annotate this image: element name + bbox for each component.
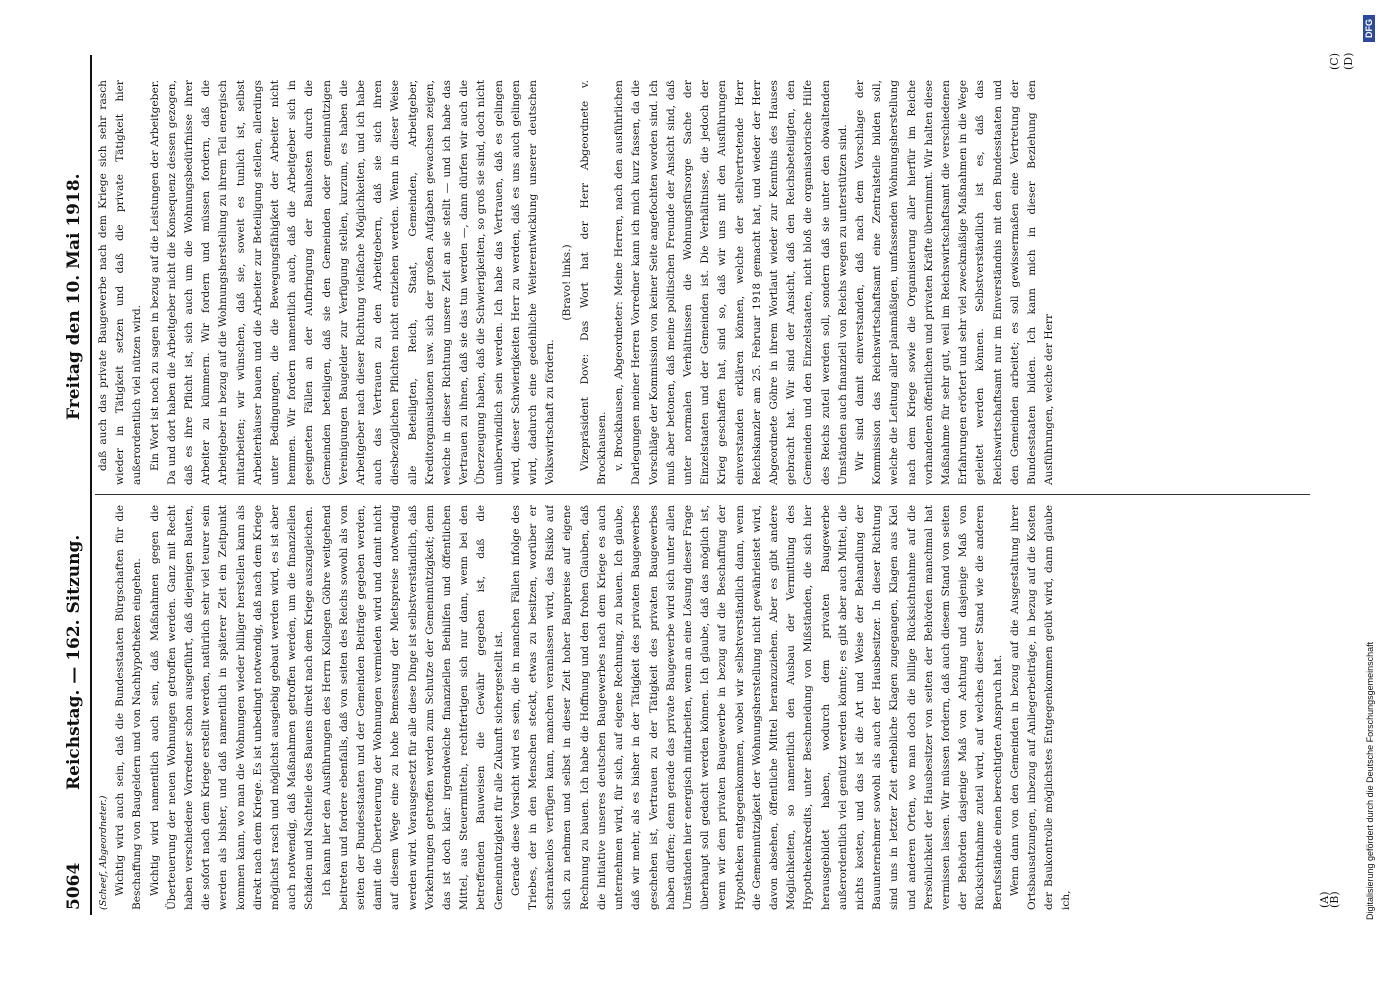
right-paragraph-5: v. Brockhausen, Abgeordneter: Meine Herren, nach den ausführlichen Darlegungen meiner Herren Vorredner kann ich mich kurz fassen, da die Vorschläge der Kommission von keiner Seite angefochten worden sind. Ich muß aber betonen, daß meine politischen Freunde der Ansicht sind, daß unter normalen Verhältnissen die Wohnungsfürsorge Sache der Einzelstaaten und der Gemeinden ist. Die Verhältnisse, die jedoch der Krieg geschaffen hat, sind so, daß wir uns mit den Ausführungen einverstanden erklären können, welche der stellvertretende Herr Reichskanzler am 25. Februar 1918 gemacht hat, und wieder der Herr Abgeordnete Göhre in ihrem Wortlaut wieder zur Kenntnis des Hauses gebracht hat. Wir sind der Ansicht, daß den Reichsbeteiligten, den Gemeinden und den Einzelstaaten, nicht bloß die organisatorische Hilfe des Reichs zuteil werden soll, sondern daß sie unter den obwaltenden Umständen auch finanziell von Reichs wegen zu unterstützen sind. bbox=[613, 80, 849, 485]
right-paragraph-4: Vizepräsident Dove: Das Wort hat der Herr Abgeordnete v. Brockhausen. bbox=[578, 80, 608, 485]
margin-marker-d: (D) bbox=[1342, 52, 1355, 70]
left-paragraph-4: Gerade diese Vorsicht wird es sein, die in manchen Fällen infolge des Triebes, der in den Menschen steckt, etwas zu besitzen, worüber er schrankenlos verfügen kann, manchen veranlassen wird, das Risiko auf sich zu nehmen und selbst in dieser Zeit hoher Baupreise auf eigene Rechnung zu bauen. Ich habe die Hoffnung und den frohen Glauben, daß die Initiative unseres deutschen Baugewerbes nach dem Kriege es auch unternehmen wird, für sich, auf eigene Rechnung, zu bauen. Ich glaube, daß wir mehr, als es bisher in der Tätigkeit des privaten Baugewerbes geschehen ist, Vertrauen zu der Tätigkeit des privaten Baugewerbes haben dürfen; denn gerade das private Baugewerbe wird sich unter allen Umständen hier energisch mitarbeiten, wenn an eine Lösung dieser Frage überhaupt soll gedacht werden können. Ich glaube, daß das möglich ist, wenn wir dem privaten Baugewerbe in bezug auf die Beschaffung der Hypotheken entgegenkommen, wobei wir selbstverständlich dann, wenn die Gemeinnützigkeit der Wohnungsherstellung nicht gewährleistet wird, davon absehen, öffentliche Mittel heranzuziehen. Aber es gibt andere Möglichkeiten, so namentlich den Ausbau der Vermittlung des Hypothekenkredits, unter Beschneidung von Mißständen, die sich hier herausgebildet haben, wodurch dem privaten Baugewerbe außerordentlich viel genützt werden könnte; es gibt aber auch Mittel, die nichts kosten, und das ist die Art und Weise der Behandlung der Bauunternehmer sowohl als auch der Hausbesitzer. In dieser Richtung sind uns in letzter Zeit erhebliche Klagen zugegangen, Klagen aus Kiel und anderen Orten, wo man doch die billige Rücksichtnahme auf die Persönlichkeit der Hausbesitzer von seiten der Behörden manchmal hat vermissen lassen. Wir müssen fordern, daß auch diesem Stand von seiten der Behörden dasjenige Maß von Achtung und dasjenige Maß von Rücksichtnahme zuteil wird, auf welches dieser Stand wie die anderen Berufsstände einen berechtigten Anspruch hat. bbox=[509, 505, 1004, 910]
right-paragraph-2: Ein Wort ist noch zu sagen in bezug auf die Leistungen der Arbeitgeber. Da und dort haben die Arbeitgeber nicht die Konsequenz dessen gezogen, daß es ihre Pflicht ist, sich auch um die Wohnungsbedürfnisse ihrer Arbeiter zu kümmern. Wir fordern und müssen fordern, daß die Arbeitgeber in bezug auf die Wohnungsherstellung zu ihrem Teil energisch mitarbeiten; wir wünschen, daß sie, soweit es tunlich ist, selbst Arbeiterhäuser bauen und die Arbeiter zur Beteiligung stellen, allerdings unter Bedingungen, die die Bewegungsfähigkeit der Arbeiter nicht hemmen. Wir fordern namentlich auch, daß die Arbeitgeber sich in geeigneten Fällen an der Aufbringung der Bauhosten durch die Gemeinden beteiligen, daß sie den Gemeinden oder gemeinnützigen Vereinigungen Baugelder zur Verfügung stellen, kurzum, es haben die Arbeitgeber nach dieser Richtung vielfache Möglichkeiten, und ich habe auch das Vertrauen zu den Arbeitgebern, daß sie sich ihren diesbezüglichen Pflichten nicht entziehen werden. Wenn in dieser Weise alle Beteiligten, Reich, Staat, Gemeinden, Arbeitgeber, Kreditorganisationen usw. sich der großen Aufgaben gewachsen zeigen, welche in dieser Richtung unsere Zeit an sie stellt — und ich habe das Vertrauen zu ihnen, daß sie das tun werden —, dann dürfen wir auch die Überzeugung haben, daß die Schwierigkeiten, so groß sie sind, doch nicht unüberwindlich sein werden. Ich habe das Vertrauen, daß es gelingen wird, dieser Schwierigkeiten Herr zu werden, daß es uns auch gelingen wird, dadurch eine gedeihliche Weiterentwicklung unserer deutschen Volkswirtschaft zu fördern. bbox=[148, 80, 557, 485]
speaker-note: (Scheef, Abgeordneter.) bbox=[98, 795, 109, 910]
left-column bbox=[95, 505, 1310, 910]
left-paragraph-2: Wichtig wird namentlich auch sein, daß Maßnahmen gegen die Überteuerung der neuen Wohnungen getroffen werden. Ganz mit Recht haben verschiedene Vorredner schon ausgeführt, daß diejenigen Bauten, die sofort nach dem Kriege erstellt werden, natürlich sehr viel teurer sein werden als bisher, und daß namentlich in späterer Zeit ein Zeitpunkt kommen kann, wo man die Wohnungen wieder billiger herstellen kann als direkt nach dem Kriege. Es ist unbedingt notwendig, daß nach dem Kriege möglichst rasch und möglichst ausgiebig gebaut werden wird, es ist aber auch notwendig, daß Maßnahmen getroffen werden, um die finanziellen Schäden und Nachteile des Bauens direkt nach dem Kriege auszugleichen. bbox=[148, 505, 316, 910]
digitization-note: Digitalisierung gefördert durch die Deutsche Forschungsgemeinschaft bbox=[1365, 641, 1375, 920]
page-number: 5064 bbox=[64, 862, 84, 910]
header-left-title: Reichstag. — 162. Sitzung. bbox=[64, 534, 84, 790]
left-paragraph-1: Wichtig wird auch sein, daß die Bundesstaaten Bürgschaften für die Beschaffung von Baugeldern und von Nachhypotheken eingehen. bbox=[114, 505, 144, 910]
column-divider bbox=[95, 494, 1310, 495]
margin-marker-a: (A) bbox=[1318, 891, 1331, 908]
dfg-logo: DFG bbox=[1363, 15, 1375, 42]
margin-marker-b: (B) bbox=[1328, 891, 1341, 908]
left-paragraph-3: Ich kann hier den Ausführungen des Herrn Kollegen Göhre weitgehend beitreten und fordere ebenfalls, daß von seiten des Reichs sowohl als von seiten der Bundesstaaten und der Gemeinden Beiträge gegeben werden, damit die Überteuerung der Wohnungen vermieden wird und damit nicht auf diesem Wege eine zu hohe Bemessung der Mietspreise notwendig werden wird. Vorausgesetzt für alle diese Dinge ist selbstverständlich, daß Vorkehrungen getroffen werden zum Schutze der Gemeinnützigkeit; denn das ist doch klar: irgendwelche finanziellen Beihilfen und öffentlichen Mittel, aus Steuermitteln, rechtfertigen sich nur dann, wenn bei den betreffenden Bauweisen die Gewähr gegeben ist, daß die Gemeinnützigkeit für alle Zukunft sichergestellt ist. bbox=[320, 505, 505, 910]
header-rule bbox=[90, 55, 92, 915]
right-paragraph-6: Wir sind damit einverstanden, daß nach dem Vorschlage der Kommission das Reichswirtschaftsamt eine Zentralstelle bilden soll, welche die Leitung aller planmäßigen, umfassenden Wohnungsherstellung nach dem Kriege sowie die Organisierung aller hierfür im Reiche vorhandenen öffentlichen und privaten Kräfte übernimmt. Wir halten diese Maßnahme für sehr gut, weil im Reichswirtschaftsamt die verschiedenen Erfahrungen erörtert und sehr viel zweckmäßige Maßnahmen in die Wege geleitet werden können. Selbstverständlich ist es, daß das Reichswirtschaftsamt nur im Einverständnis mit den Bundesstaaten und den Gemeinden arbeitet; es soll gewissermaßen eine Vertretung der Bundesstaaten bilden. Ich kann mich in dieser Beziehung den Ausführungen, welche der Herr bbox=[853, 80, 1056, 485]
margin-marker-c: (C) bbox=[1328, 53, 1341, 70]
header-right-title: Freitag den 10. Mai 1918. bbox=[64, 173, 84, 420]
right-paragraph-1: daß auch das private Baugewerbe nach dem Kriege sich sehr rasch wieder in Tätigkeit setzen und daß die private Tätigkeit hier außerordentlich viel nützen wird. bbox=[97, 80, 144, 485]
right-column bbox=[95, 80, 1310, 485]
applause-note: (Bravo! links.) bbox=[561, 244, 574, 321]
left-paragraph-5: Wenn dann von den Gemeinden in bezug auf die Ausgestaltung ihrer Ortsbausatzungen, inbezug auf Anliegerbeiträge, in bezug auf die Kosten der Baukontrolle möglichstes Entgegenkommen geübt wird, dann glaube ich, bbox=[1008, 505, 1073, 910]
page-header bbox=[64, 0, 88, 1000]
